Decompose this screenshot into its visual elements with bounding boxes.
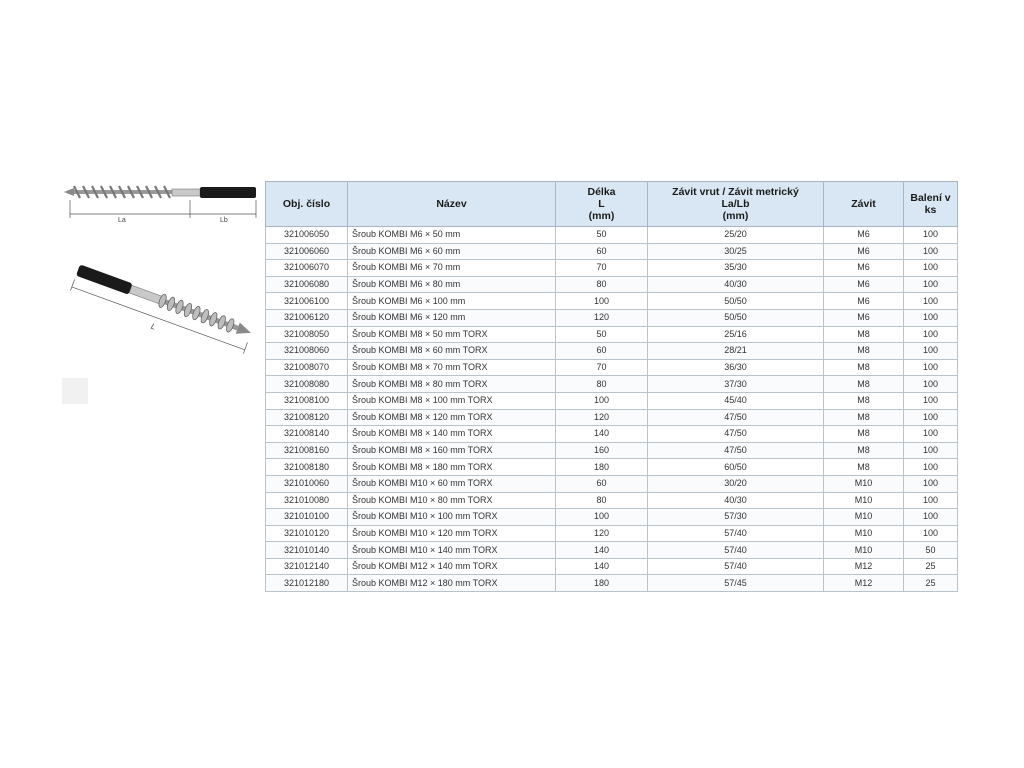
cell-length: 70 [556,359,648,376]
cell-pack: 100 [904,475,958,492]
cell-thread: 28/21 [648,343,824,360]
cell-code: 321010080 [266,492,348,509]
cell-code: 321008100 [266,392,348,409]
cell-thread: 40/30 [648,492,824,509]
table-row [266,343,958,360]
table-body [266,227,958,592]
cell-thread: 47/50 [648,442,824,459]
table-row [266,442,958,459]
table-row [266,475,958,492]
cell-length: 140 [556,558,648,575]
cell-pack: 100 [904,260,958,277]
cell-thread: 37/30 [648,376,824,393]
table-row [266,575,958,592]
cell-thread: 25/20 [648,227,824,244]
cell-length: 70 [556,260,648,277]
table-row [266,376,958,393]
cell-length: 140 [556,426,648,443]
cell-code: 321008060 [266,343,348,360]
header-pack [904,182,958,227]
table-row [266,260,958,277]
cell-name: Šroub KOMBI M8 × 60 mm TORX [348,343,556,360]
cell-length: 180 [556,459,648,476]
cell-code: 321006050 [266,227,348,244]
cell-pack: 25 [904,575,958,592]
cell-thread: 25/16 [648,326,824,343]
lb-label: Lb [220,217,228,224]
cell-code: 321008160 [266,442,348,459]
cell-code: 321012140 [266,558,348,575]
cell-pack: 100 [904,509,958,526]
cell-name: Šroub KOMBI M8 × 140 mm TORX [348,426,556,443]
table-row [266,509,958,526]
cell-length: 120 [556,409,648,426]
table-row [266,542,958,559]
screw-drawing [60,178,260,378]
cell-size: M8 [824,442,904,459]
cell-thread: 36/30 [648,359,824,376]
cell-size: M8 [824,326,904,343]
cell-size: M10 [824,525,904,542]
cell-pack: 25 [904,558,958,575]
cell-size: M8 [824,343,904,360]
cell-code: 321006100 [266,293,348,310]
cell-length: 160 [556,442,648,459]
cell-name: Šroub KOMBI M6 × 100 mm [348,293,556,310]
cell-length: 80 [556,276,648,293]
cell-thread: 60/50 [648,459,824,476]
cell-name: Šroub KOMBI M12 × 140 mm TORX [348,558,556,575]
cell-size: M6 [824,260,904,277]
cell-thread: 47/50 [648,426,824,443]
product-table-container [265,181,957,592]
cell-size: M6 [824,293,904,310]
table-row [266,293,958,310]
cell-length: 140 [556,542,648,559]
cell-length: 80 [556,492,648,509]
cell-thread: 57/40 [648,525,824,542]
product-table [265,181,958,592]
cell-size: M6 [824,276,904,293]
cell-thread: 57/45 [648,575,824,592]
cell-size: M10 [824,509,904,526]
cell-length: 60 [556,243,648,260]
cell-size: M6 [824,243,904,260]
cell-code: 321006060 [266,243,348,260]
cell-length: 100 [556,293,648,310]
header-length-line: Délka [587,186,616,198]
cell-length: 50 [556,227,648,244]
header-thread-line: La/Lb [721,198,750,210]
header-pack-line: ks [924,204,937,216]
cell-pack: 100 [904,442,958,459]
cell-length: 120 [556,309,648,326]
cell-pack: 50 [904,542,958,559]
cell-pack: 100 [904,243,958,260]
cell-name: Šroub KOMBI M8 × 120 mm TORX [348,409,556,426]
table-header-row [266,182,958,227]
table-row [266,492,958,509]
cell-code: 321008080 [266,376,348,393]
cell-pack: 100 [904,459,958,476]
table-row [266,525,958,542]
cell-size: M10 [824,475,904,492]
cell-size: M8 [824,392,904,409]
cell-size: M6 [824,227,904,244]
cell-length: 50 [556,326,648,343]
table-row [266,309,958,326]
cell-length: 120 [556,525,648,542]
table-row [266,426,958,443]
cell-pack: 100 [904,309,958,326]
table-row [266,326,958,343]
table-row [266,227,958,244]
cell-size: M8 [824,409,904,426]
header-length-line: (mm) [588,210,615,222]
cell-size: M8 [824,459,904,476]
cell-thread: 47/50 [648,409,824,426]
cell-size: M12 [824,558,904,575]
cell-length: 100 [556,509,648,526]
table-row [266,392,958,409]
cell-name: Šroub KOMBI M8 × 50 mm TORX [348,326,556,343]
screw-diagram [60,178,260,378]
placeholder-box [62,378,88,404]
cell-pack: 100 [904,409,958,426]
cell-name: Šroub KOMBI M10 × 100 mm TORX [348,509,556,526]
cell-pack: 100 [904,525,958,542]
cell-code: 321008140 [266,426,348,443]
cell-pack: 100 [904,426,958,443]
cell-length: 180 [556,575,648,592]
table-row [266,409,958,426]
cell-code: 321006070 [266,260,348,277]
header-thread-line: (mm) [722,210,749,222]
cell-name: Šroub KOMBI M6 × 70 mm [348,260,556,277]
table-row [266,243,958,260]
la-label: La [118,217,126,224]
cell-pack: 100 [904,326,958,343]
diagonal-screw [67,263,253,363]
cell-name: Šroub KOMBI M10 × 80 mm TORX [348,492,556,509]
cell-pack: 100 [904,376,958,393]
cell-code: 321008180 [266,459,348,476]
header-code: Obj. číslo [266,182,348,227]
cell-name: Šroub KOMBI M8 × 100 mm TORX [348,392,556,409]
cell-thread: 40/30 [648,276,824,293]
l-label: L [149,321,158,332]
cell-thread: 50/50 [648,293,824,310]
cell-code: 321008120 [266,409,348,426]
cell-pack: 100 [904,492,958,509]
cell-size: M6 [824,309,904,326]
cell-length: 60 [556,343,648,360]
cell-name: Šroub KOMBI M6 × 80 mm [348,276,556,293]
cell-size: M8 [824,426,904,443]
cell-thread: 30/20 [648,475,824,492]
cell-thread: 35/30 [648,260,824,277]
cell-name: Šroub KOMBI M10 × 120 mm TORX [348,525,556,542]
cell-code: 321006120 [266,309,348,326]
cell-size: M10 [824,492,904,509]
cell-thread: 57/30 [648,509,824,526]
horizontal-screw [64,186,256,224]
cell-code: 321010140 [266,542,348,559]
table-row [266,359,958,376]
cell-name: Šroub KOMBI M8 × 180 mm TORX [348,459,556,476]
cell-name: Šroub KOMBI M10 × 60 mm TORX [348,475,556,492]
cell-length: 60 [556,475,648,492]
cell-pack: 100 [904,359,958,376]
cell-code: 321008050 [266,326,348,343]
table-row [266,276,958,293]
cell-name: Šroub KOMBI M12 × 180 mm TORX [348,575,556,592]
cell-code: 321010120 [266,525,348,542]
cell-name: Šroub KOMBI M6 × 50 mm [348,227,556,244]
header-name: Název [348,182,556,227]
cell-code: 321010060 [266,475,348,492]
cell-name: Šroub KOMBI M8 × 160 mm TORX [348,442,556,459]
cell-pack: 100 [904,227,958,244]
cell-size: M8 [824,359,904,376]
cell-thread: 57/40 [648,558,824,575]
table-row [266,459,958,476]
cell-pack: 100 [904,343,958,360]
header-length [556,182,648,227]
cell-name: Šroub KOMBI M6 × 60 mm [348,243,556,260]
cell-length: 80 [556,376,648,393]
cell-size: M8 [824,376,904,393]
cell-pack: 100 [904,293,958,310]
cell-pack: 100 [904,276,958,293]
cell-code: 321008070 [266,359,348,376]
cell-code: 321006080 [266,276,348,293]
cell-code: 321012180 [266,575,348,592]
cell-name: Šroub KOMBI M10 × 140 mm TORX [348,542,556,559]
cell-thread: 50/50 [648,309,824,326]
cell-name: Šroub KOMBI M6 × 120 mm [348,309,556,326]
header-thread [648,182,824,227]
cell-thread: 30/25 [648,243,824,260]
header-size: Závit [824,182,904,227]
header-pack-line: Balení v [910,192,951,204]
cell-length: 100 [556,392,648,409]
cell-name: Šroub KOMBI M8 × 80 mm TORX [348,376,556,393]
cell-size: M12 [824,575,904,592]
header-length-line: L [598,198,605,210]
cell-size: M10 [824,542,904,559]
cell-code: 321010100 [266,509,348,526]
cell-thread: 45/40 [648,392,824,409]
cell-thread: 57/40 [648,542,824,559]
cell-pack: 100 [904,392,958,409]
cell-name: Šroub KOMBI M8 × 70 mm TORX [348,359,556,376]
table-row [266,558,958,575]
header-thread-line: Závit vrut / Závit metrický [672,186,799,198]
